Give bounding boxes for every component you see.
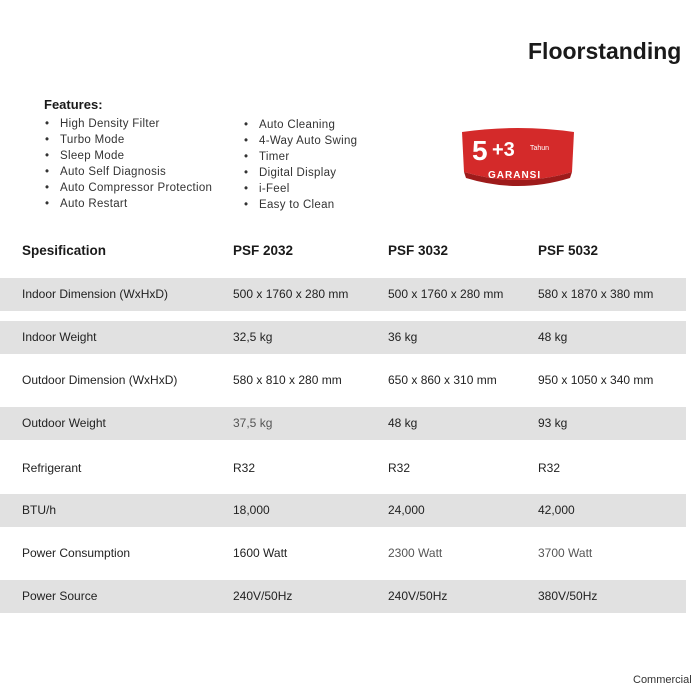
bullet-icon: • bbox=[45, 182, 50, 194]
table-cell: 42,000 bbox=[538, 503, 575, 517]
table-header-cell: PSF 5032 bbox=[538, 243, 599, 258]
table-header-cell: Spesification bbox=[22, 243, 107, 258]
table-cell: 380V/50Hz bbox=[538, 589, 598, 603]
table-cell: 2300 Watt bbox=[388, 546, 443, 560]
features-list-left bbox=[45, 116, 212, 212]
bullet-icon: • bbox=[244, 199, 249, 211]
table-cell: Refrigerant bbox=[22, 461, 82, 475]
table-cell: Power Consumption bbox=[22, 546, 131, 560]
features-list-right bbox=[244, 117, 357, 213]
bullet-icon: • bbox=[45, 118, 50, 130]
table-row bbox=[0, 537, 686, 570]
table-cell: 37,5 kg bbox=[233, 416, 273, 430]
bullet-icon: • bbox=[244, 119, 249, 131]
table-cell: 240V/50Hz bbox=[388, 589, 448, 603]
table-cell: 93 kg bbox=[538, 416, 568, 430]
table-cell: 500 x 1760 x 280 mm bbox=[388, 287, 504, 301]
table-cell: 650 x 860 x 310 mm bbox=[388, 373, 497, 387]
feature-item: • High Density Filter bbox=[45, 118, 160, 130]
table-cell: Power Source bbox=[22, 589, 98, 603]
table-header-cell: PSF 2032 bbox=[233, 243, 294, 258]
feature-item: • Digital Display bbox=[244, 167, 337, 179]
table-cell: 240V/50Hz bbox=[233, 589, 293, 603]
feature-item: • i-Feel bbox=[244, 183, 290, 195]
badge-unit: Tahun bbox=[530, 145, 550, 152]
table-cell: 48 kg bbox=[388, 416, 418, 430]
table-cell: R32 bbox=[388, 461, 411, 475]
bullet-icon: • bbox=[45, 198, 50, 210]
table-cell: 48 kg bbox=[538, 330, 568, 344]
feature-item: • Auto Cleaning bbox=[244, 119, 336, 131]
table-cell: 32,5 kg bbox=[233, 330, 273, 344]
features-heading: Features: bbox=[44, 97, 103, 112]
table-cell: 580 x 1870 x 380 mm bbox=[538, 287, 654, 301]
feature-item: • Auto Self Diagnosis bbox=[45, 166, 167, 178]
bullet-icon: • bbox=[45, 134, 50, 146]
table-cell: 580 x 810 x 280 mm bbox=[233, 373, 342, 387]
table-row bbox=[0, 580, 686, 613]
table-cell: R32 bbox=[233, 461, 256, 475]
feature-item: • Auto Compressor Protection bbox=[45, 182, 213, 194]
table-cell: BTU/h bbox=[22, 503, 57, 517]
bullet-icon: • bbox=[244, 183, 249, 195]
badge-big-number: 5 bbox=[472, 135, 488, 166]
table-cell: Outdoor Dimension (WxHxD) bbox=[22, 373, 178, 387]
page-title: Floorstanding bbox=[528, 38, 682, 64]
table-row bbox=[0, 364, 686, 397]
table-cell: 3700 Watt bbox=[538, 546, 593, 560]
feature-item: • Timer bbox=[244, 151, 290, 163]
table-cell: Indoor Dimension (WxHxD) bbox=[22, 287, 169, 301]
footer-label: Commercial bbox=[633, 674, 692, 686]
bullet-icon: • bbox=[244, 135, 249, 147]
bullet-icon: • bbox=[244, 151, 249, 163]
table-cell: R32 bbox=[538, 461, 561, 475]
table-cell: 1600 Watt bbox=[233, 546, 288, 560]
table-cell: 950 x 1050 x 340 mm bbox=[538, 373, 654, 387]
badge-plus-number: +3 bbox=[492, 139, 515, 161]
warranty-badge bbox=[458, 126, 578, 192]
table-row bbox=[0, 494, 686, 527]
table-cell: 500 x 1760 x 280 mm bbox=[233, 287, 349, 301]
feature-item: • Turbo Mode bbox=[45, 134, 125, 146]
bullet-icon: • bbox=[244, 167, 249, 179]
feature-item: • Sleep Mode bbox=[45, 150, 125, 162]
bullet-icon: • bbox=[45, 150, 50, 162]
table-row bbox=[0, 407, 686, 440]
table-cell: 24,000 bbox=[388, 503, 425, 517]
table-cell: 18,000 bbox=[233, 503, 270, 517]
table-cell: 36 kg bbox=[388, 330, 418, 344]
table-row bbox=[0, 321, 686, 354]
badge-label: GARANSI bbox=[488, 170, 542, 181]
table-row bbox=[0, 278, 686, 311]
table-header-row bbox=[0, 234, 686, 267]
feature-item: • 4-Way Auto Swing bbox=[244, 135, 358, 147]
table-row bbox=[0, 452, 686, 485]
table-header-cell: PSF 3032 bbox=[388, 243, 449, 258]
bullet-icon: • bbox=[45, 166, 50, 178]
feature-item: • Auto Restart bbox=[45, 198, 128, 210]
table-cell: Indoor Weight bbox=[22, 330, 97, 344]
table-cell: Outdoor Weight bbox=[22, 416, 106, 430]
feature-item: • Easy to Clean bbox=[244, 199, 335, 211]
